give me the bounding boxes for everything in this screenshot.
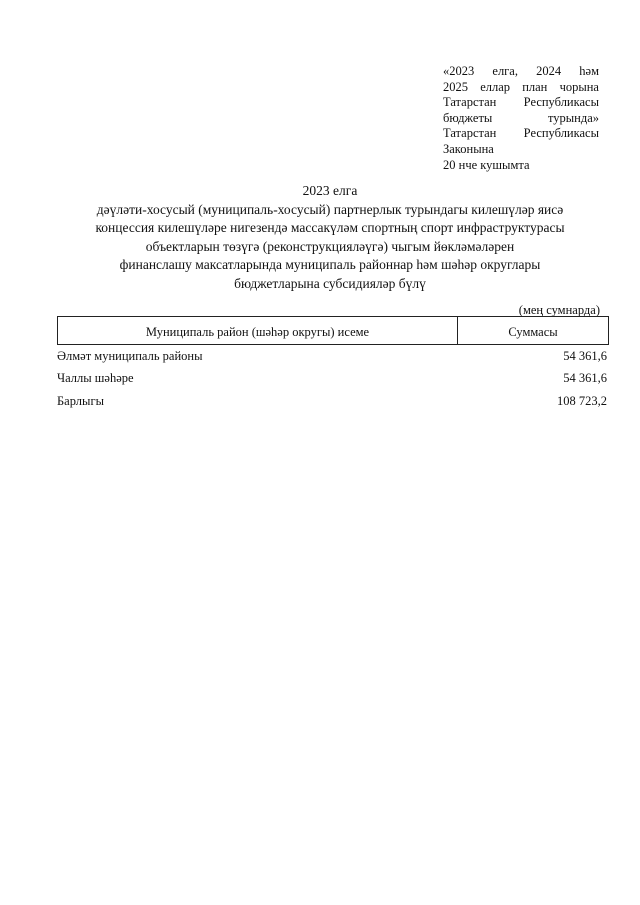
total-value: 108 723,2 — [557, 393, 607, 408]
title-line: бюджетларына субсидияләр бүлү — [234, 275, 426, 291]
reference-line — [443, 142, 599, 158]
municipality-name: Чаллы шәһәре — [57, 371, 134, 386]
reference-line — [443, 111, 599, 127]
reference-word: план — [522, 79, 548, 94]
title-line: дәүләти-хосусый (муниципаль-хосусый) партнерлык турындагы килешүләр яисә — [96, 201, 564, 217]
reference-word: «2023 — [443, 64, 475, 78]
title-line: концессия килешүләре нигезендә массакүләм спортның спорт инфраструктурасы — [95, 220, 565, 236]
reference-word: һәм — [579, 64, 599, 78]
table-row — [57, 368, 609, 391]
table-body — [57, 345, 609, 413]
reference-word: Республикасы — [523, 126, 599, 141]
reference-line — [443, 80, 599, 96]
amount-value: 54 361,6 — [563, 348, 607, 363]
reference-word: турында» — [547, 110, 599, 125]
title-line: финанслашу максатларында муниципаль районнар һәм шәһәр округлары — [119, 257, 541, 273]
municipality-name: Әлмәт муниципаль районы — [57, 348, 203, 363]
column-header-name: Муниципаль район (шәһәр округы) исеме — [58, 317, 458, 344]
appendix-reference — [443, 64, 599, 173]
reference-word: 2025 — [443, 79, 468, 94]
reference-word: Республикасы — [523, 95, 599, 110]
reference-word: елга, — [492, 64, 518, 78]
document-title — [40, 182, 620, 294]
reference-word: бюджеты — [443, 110, 493, 125]
reference-word: Законына — [443, 141, 494, 156]
reference-word: Татарстан — [443, 126, 497, 141]
reference-line — [443, 158, 599, 174]
reference-word: еллар — [480, 79, 511, 94]
title-line: объектларын төзүгә (реконструкцияләүгә) чыгым йөкләмәләрен — [145, 238, 515, 254]
table-row — [57, 345, 609, 368]
table-header — [57, 316, 609, 345]
column-header-sum: Суммасы — [508, 325, 558, 339]
subsidy-table — [57, 316, 609, 413]
reference-line — [443, 95, 599, 111]
reference-word: Татарстан — [443, 95, 497, 110]
reference-word: 20 нче кушымта — [443, 157, 530, 172]
table-row-total — [57, 390, 609, 413]
unit-note: (мең сумнарда) — [518, 303, 600, 317]
reference-line — [443, 126, 599, 142]
reference-word: чорына — [559, 79, 599, 94]
reference-word: 2024 — [536, 64, 562, 78]
total-label: Барлыгы — [57, 393, 104, 408]
amount-value: 54 361,6 — [563, 371, 607, 386]
reference-line — [443, 64, 599, 80]
title-line: 2023 елга — [302, 183, 358, 198]
